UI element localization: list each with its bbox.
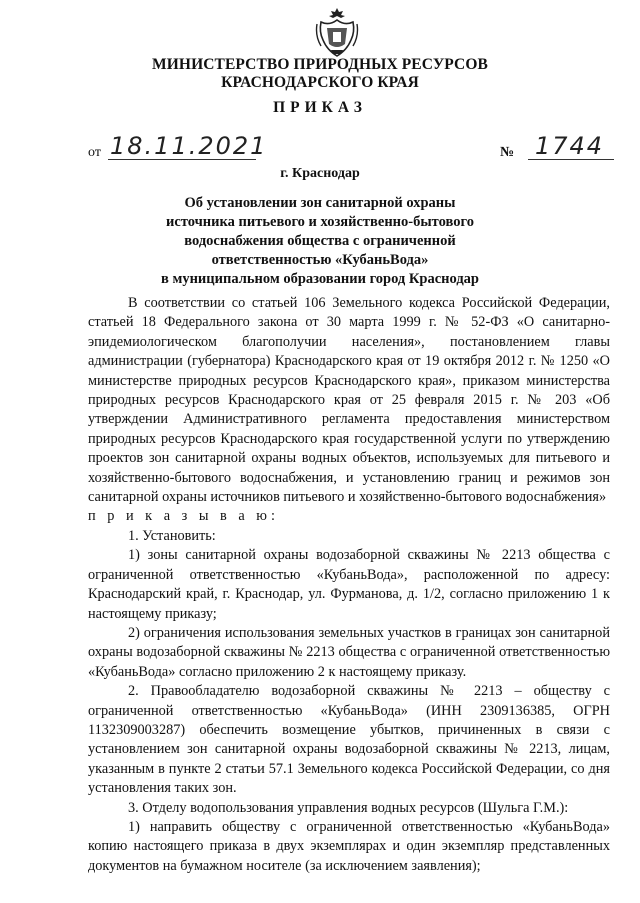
title-line1: Об установлении зон санитарной охраны (184, 195, 456, 211)
handwritten-date: 18.11.2021 (110, 132, 268, 160)
item-2: 2. Правообладателю водозаборной скважины № 2213 – обществу с ограниченной ответственностью «КубаньВода» (ИНН 2309136385, ОГРН 1132309003287) обеспечить возмещение убытков, причиненных в связи с установлением зон санитарной охраны водозаборной скважины № 2213, лицам, указанным в пункте 2 статьи 57.1 Земельного кодекса Российской Федерации, со дня установления таких зон. (88, 683, 610, 797)
handwritten-number: 1744 (535, 132, 605, 160)
prikazyvayu-text: п р и к а з ы в а ю: (88, 508, 279, 525)
title-line5: в муниципальном образовании город Краснодар (160, 271, 479, 287)
title-line4: ответственностью «КубаньВода» (211, 252, 429, 268)
order-body (88, 294, 610, 876)
title-line2: источника питьевого и хозяйственно-бытового (166, 214, 474, 230)
ministry-name (0, 56, 640, 92)
date-prefix: от (88, 145, 101, 160)
city: г. Краснодар (280, 166, 360, 181)
item-3-1: 1) направить обществу с ограниченной ответственностью «КубаньВода» копию настоящего приказа в двух экземплярах и один экземпляр представленных документов на бумажном носителе (за исключением заявления); (88, 818, 610, 874)
item-1-2: 2) ограничения использования земельных участков в границах зон санитарной охраны водозаборной скважины № 2213 общества с ограниченной ответственностью «КубаньВода» согласно приложению 2 к настоящему приказу. (88, 624, 610, 680)
date-underline (108, 159, 256, 160)
document-type: ПРИКАЗ (273, 99, 367, 116)
ministry-line1: МИНИСТЕРСТВО ПРИРОДНЫХ РЕСУРСОВ (152, 56, 488, 73)
order-title (0, 194, 640, 289)
ministry-line2: КРАСНОДАРСКОГО КРАЯ (221, 74, 419, 91)
title-line3: водоснабжения общества с ограниченной (184, 233, 456, 249)
coat-of-arms-emblem (315, 6, 359, 58)
number-underline (528, 159, 614, 160)
item-1-1: 1) зоны санитарной охраны водозаборной скважины № 2213 общества с ограниченной ответственностью «КубаньВода», расположенной по адресу: Краснодарский край, г. Краснодар, ул. Фурманова, д. 1/2, согласно приложению 1 к настоящему приказу; (88, 547, 610, 622)
number-prefix: № (500, 145, 515, 160)
item-3: 3. Отделу водопользования управления водных ресурсов (Шульга Г.М.): (128, 799, 569, 816)
preamble-paragraph: В соответствии со статьей 106 Земельного кодекса Российской Федерации, статьей 18 Федерального закона от 30 марта 1999 г. № 52-ФЗ «О санитарно-эпидемиологическом благополучии населения», постановлением главы администрации (губернатора) Краснодарского края от 19 октября 2012 г. № 1250 «О министерстве природных ресурсов Краснодарского края», приказом министерства природных ресурсов Краснодарского края от 25 февраля 2015 г. № 203 «Об утверждении Административного регламента предоставления министерством природных ресурсов Краснодарского края государственной услуги по утверждению проектов зон санитарной охраны водных объектов, используемых для питьевого и хозяйственно-бытового водоснабжения, и установлению границ и режимов зон санитарной охраны источников питьевого и хозяйственно-бытового водоснабжения» (88, 295, 610, 506)
item-1: 1. Установить: (128, 527, 216, 544)
